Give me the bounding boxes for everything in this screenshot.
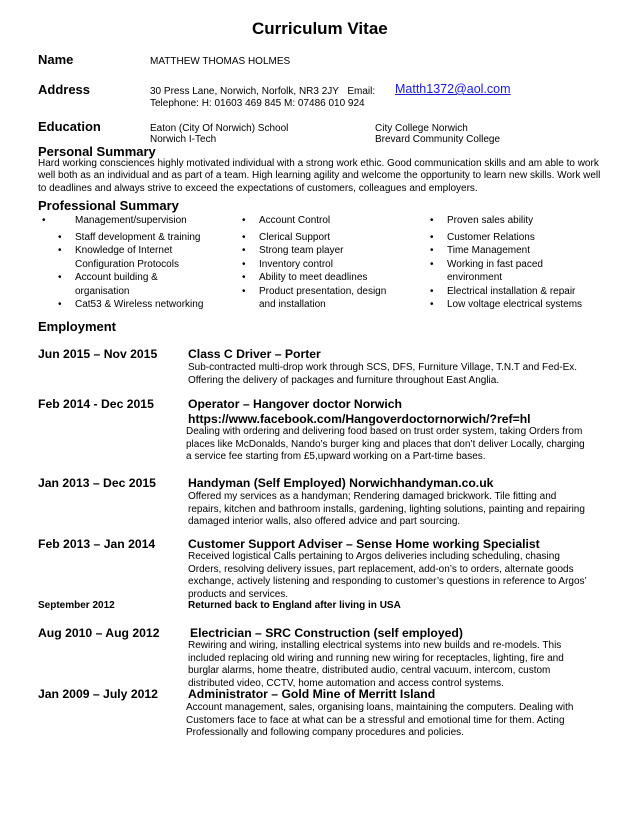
skills-column-1 (75, 214, 225, 312)
list-item: • Product presentation, design and installation (259, 285, 409, 312)
address-line (150, 86, 375, 99)
list-item: • Knowledge of Internet Configuration Protocols (75, 244, 225, 271)
skills-column-3 (447, 214, 607, 312)
page-title: Curriculum Vitae (252, 19, 388, 38)
job-title: Returned back to England after living in USA (188, 600, 401, 611)
name-value: MATTHEW THOMAS HOLMES (150, 56, 291, 67)
list-item: • Inventory control (259, 258, 409, 272)
education-school-4: Brevard Community College (375, 134, 501, 145)
job-link[interactable]: https://www.facebook.com/Hangoverdoctornorwich/?ref=hl (188, 412, 531, 426)
list-item: • Low voltage electrical systems (447, 298, 607, 312)
list-item: • Electrical installation & repair (447, 285, 607, 299)
employment-heading: Employment (38, 319, 117, 334)
email-link[interactable]: Matth1372@aol.com (395, 82, 511, 96)
job-title: Administrator – Gold Mine of Merritt Island (188, 687, 436, 701)
job-title: Electrician – SRC Construction (self employed) (190, 626, 463, 640)
job-description: Sub-contracted multi-drop work through SCS, DFS, Furniture Village, T.N.T and Fed-Ex. Offering the delivery of packages and furniture throughout East Anglia. (188, 362, 578, 386)
list-item: • Working in fast paced environment (447, 258, 607, 285)
job-title: Operator – Hangover doctor Norwich (188, 397, 402, 411)
job-date: Feb 2014 - Dec 2015 (38, 397, 154, 411)
job-date: Jun 2015 – Nov 2015 (38, 347, 158, 361)
personal-summary-text: Hard working consciences highly motivated individual with a strong work ethic. Good communication skills and am able to work well both as an individual and as part of a team. High learning agility and welcome the opportunity to learn new skills. Work well to deadlines and always strive to exceed the expectations of customers, colleagues and employers. (38, 158, 601, 194)
list-item: • Customer Relations (447, 231, 607, 245)
address-label: Address (38, 82, 91, 97)
job-date: Aug 2010 – Aug 2012 (38, 626, 160, 640)
education-school-3: City College Norwich (375, 123, 468, 134)
job-description: Offered my services as a handyman; Rendering damaged brickwork. Tile fitting and repairs, kitchen and bathroom installs, gardening, lighting solutions, painting and repairing damaged interior walls, also offered advice and part sourcing. (188, 491, 585, 528)
job-description: Account management, sales, organising loans, maintaining the computers. Dealing with Customers face to face at what can be a stressful and emotional time for them. Acting Professionally and following company procedures and policies. (186, 702, 574, 739)
list-item: • Clerical Support (259, 231, 409, 245)
list-item: • Strong team player (259, 244, 409, 258)
education-label: Education (38, 119, 101, 134)
job-description: Dealing with ordering and delivering food based on trust order system, taking Orders from places like McDonalds, Nando’s burger king and places that don’t deliver Locally, charging a service fee starting from £5,upward working on a Part-time bases. (186, 426, 585, 463)
list-item: • Staff development & training (75, 231, 225, 245)
list-item: • Management/supervision (75, 214, 225, 228)
list-item: • Time Management (447, 244, 607, 258)
job-title: Customer Support Adviser – Sense Home working Specialist (188, 537, 540, 551)
job-title: Class C Driver – Porter (188, 347, 321, 361)
list-item: • Ability to meet deadlines (259, 271, 409, 285)
job-title: Handyman (Self Employed) Norwichhandyman.co.uk (188, 476, 494, 490)
address-street: 30 Press Lane, Norwich, Norfolk, NR3 2JY (150, 86, 339, 97)
education-school-1: Eaton (City Of Norwich) School (150, 123, 289, 134)
list-item: • Proven sales ability (447, 214, 607, 228)
skills-column-2 (259, 214, 409, 312)
job-date: Jan 2013 – Dec 2015 (38, 476, 156, 490)
job-description: Rewiring and wiring, installing electrical systems into new builds and re-models. This included replacing old wiring and running new wiring for receptacles, lighting, fire and burglar alarms, home theatre, distributed audio, central vacuum, intercom, custom distributed video, CCTV, home automation and access control systems. (188, 640, 564, 689)
professional-summary-heading: Professional Summary (38, 198, 179, 213)
list-item: • Account Control (259, 214, 409, 228)
personal-summary-heading: Personal Summary (38, 144, 156, 159)
education-school-2: Norwich I-Tech (150, 134, 217, 145)
job-date: Feb 2013 – Jan 2014 (38, 537, 156, 551)
job-date: September 2012 (38, 600, 115, 611)
list-item: • Cat53 & Wireless networking (75, 298, 225, 312)
name-label: Name (38, 52, 74, 67)
list-item: • Account building & organisation (75, 271, 225, 298)
email-label: Email: (347, 86, 376, 97)
job-description: Received logistical Calls pertaining to Argos deliveries including scheduling, chasing Orders, resolving delivery issues, part replacement, add-on’s to orders, alternate goods exchange, actively listening and responding to customer’s questions in reference to Argos’ products and services. (188, 551, 587, 600)
job-date: Jan 2009 – July 2012 (38, 687, 158, 701)
telephone: Telephone: H: 01603 469 845 M: 07486 010 924 (150, 98, 365, 109)
